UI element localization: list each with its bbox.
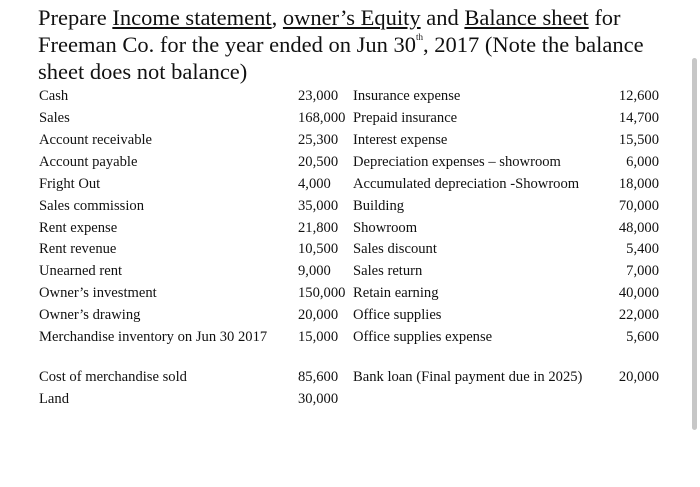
- item-value: 9,000: [298, 263, 331, 279]
- item-label: Retain earning: [353, 285, 439, 301]
- item-value: 48,000: [618, 220, 659, 236]
- page-title: Prepare Income statement, owner’s Equity and Balance sheet for Freeman Co. for the year ended on Jun 30th, 2017 (Note the balance sheet does not balance): [38, 5, 644, 84]
- item-label: Merchandise inventory on Jun 30 2017: [39, 329, 268, 345]
- item-label: Owner’s drawing: [39, 307, 141, 323]
- item-label: Account receivable: [39, 132, 153, 148]
- item-label: Rent expense: [39, 220, 118, 236]
- item-value: 70,000: [618, 198, 659, 214]
- item-value: 23,000: [298, 88, 339, 104]
- item-label: Depreciation expenses – showroom: [353, 154, 561, 170]
- item-value: 35,000: [298, 198, 339, 214]
- item-label: Cash: [39, 88, 69, 104]
- item-label: Sales return: [353, 263, 423, 279]
- item-value: 5,600: [626, 329, 659, 345]
- item-value: 5,400: [626, 241, 659, 257]
- item-value: 10,500: [298, 241, 339, 257]
- item-label: Fright Out: [39, 176, 101, 192]
- item-value: 4,000: [298, 176, 331, 192]
- item-label: Unearned rent: [39, 263, 123, 279]
- item-label: Building: [353, 198, 405, 214]
- item-value: 12,600: [618, 88, 659, 104]
- item-value: 25,300: [298, 132, 339, 148]
- item-label: Prepaid insurance: [353, 110, 458, 126]
- income-statement-term: Income statement: [112, 5, 272, 30]
- item-value: 168,000: [298, 110, 346, 126]
- item-value: 18,000: [618, 176, 659, 192]
- item-label: Bank loan (Final payment due in 2025): [353, 369, 583, 385]
- item-label: Office supplies expense: [353, 329, 493, 345]
- item-label: Land: [39, 391, 69, 407]
- item-label: Accumulated depreciation -Showroom: [353, 176, 580, 192]
- item-value: 20,500: [298, 154, 339, 170]
- item-label: Sales discount: [353, 241, 437, 257]
- item-value: 21,800: [298, 220, 339, 236]
- vertical-scrollbar[interactable]: [692, 58, 697, 430]
- item-value: 6,000: [626, 154, 659, 170]
- item-label: Account payable: [39, 154, 138, 170]
- item-value: 7,000: [626, 263, 659, 279]
- item-value: 20,000: [298, 307, 339, 323]
- item-value: 30,000: [298, 391, 339, 407]
- item-value: 20,000: [618, 369, 659, 385]
- item-value: 14,700: [618, 110, 659, 126]
- item-label: Interest expense: [353, 132, 448, 148]
- item-label: Insurance expense: [353, 88, 461, 104]
- ordinal-suffix: th: [416, 32, 424, 42]
- item-value: 15,500: [618, 132, 659, 148]
- item-label: Cost of merchandise sold: [39, 369, 187, 385]
- item-value: 85,600: [298, 369, 339, 385]
- item-value: 150,000: [298, 285, 346, 301]
- balance-sheet-term: Balance sheet: [464, 5, 589, 30]
- item-value: 22,000: [618, 307, 659, 323]
- item-value: 15,000: [298, 329, 339, 345]
- owners-equity-term: owner’s Equity: [282, 5, 421, 30]
- item-label: Sales commission: [39, 198, 144, 214]
- item-label: Showroom: [353, 220, 418, 236]
- item-label: Office supplies: [353, 307, 442, 323]
- item-label: Owner’s investment: [39, 285, 157, 301]
- item-value: 40,000: [618, 285, 659, 301]
- item-label: Sales: [39, 110, 70, 126]
- item-label: Rent revenue: [39, 241, 117, 257]
